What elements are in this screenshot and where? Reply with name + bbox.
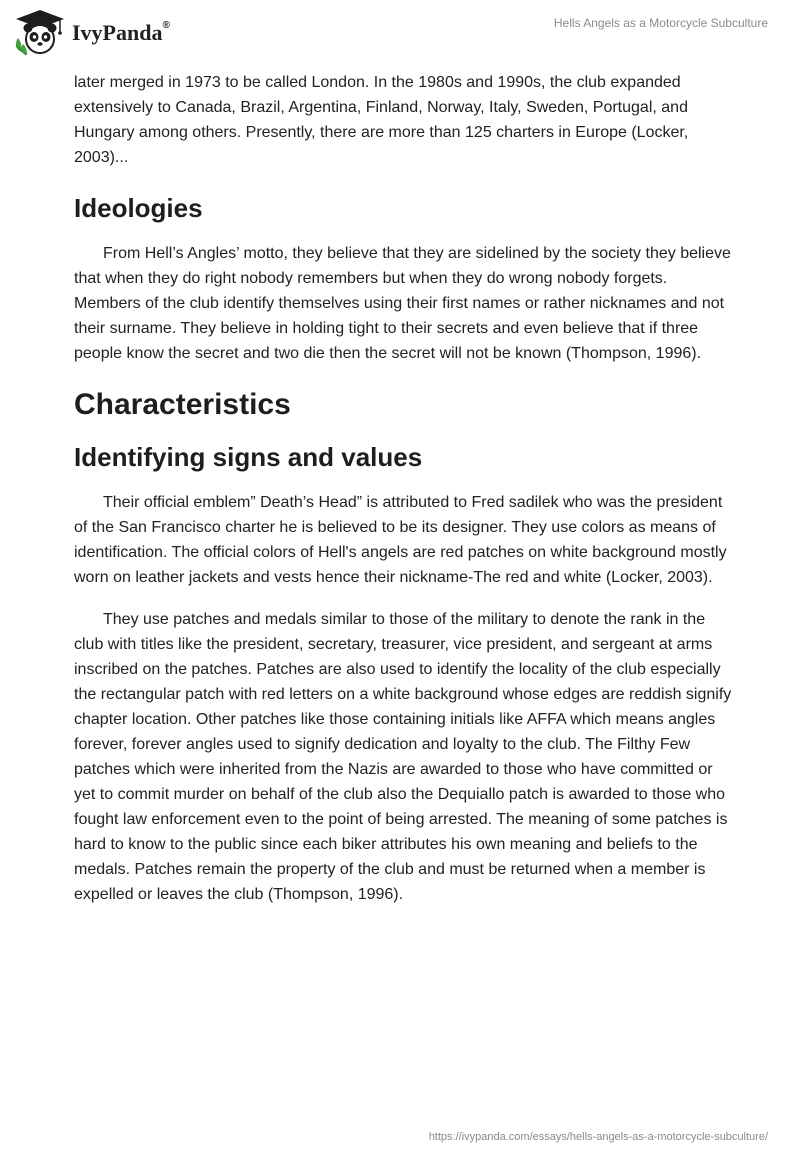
registered-mark: ®: [162, 19, 170, 31]
source-url[interactable]: https://ivypanda.com/essays/hells-angels-as-a-motorcycle-subculture/: [428, 1131, 768, 1143]
signs-heading: Identifying signs and values: [74, 442, 423, 472]
panda-graduate-icon: [14, 8, 66, 56]
characteristics-heading: Characteristics: [74, 388, 291, 421]
ivypanda-logo[interactable]: [14, 8, 170, 56]
intro-paragraph: later merged in 1973 to be called London. In the 1980s and 1990s, the club expanded extensively to Canada, Brazil, Argentina, Finland, Norway, Italy, Sweden, Portugal, and Hungary among others. Presently, there are more than 125 charters in Europe (Locker, 2003)...: [74, 74, 689, 166]
signs-paragraph-1: Their official emblem” Death’s Head” is attributed to Fred sadilek who was the president of the San Francisco charter he is believed to be its designer. They use colors as means of identification. The official colors of Hell's angels are red patches on white background mostly worn on leather jackets and vests hence their nickname-The red and white (Locker, 2003).: [74, 494, 727, 586]
signs-paragraph-2: They use patches and medals similar to those of the military to denote the rank in the club with titles like the president, secretary, treasurer, vice president, and sergeant at arms inscribed on the patches. Patches are also used to identify the locality of the club especially the rectangular patch with red letters on a white background whose edges are reddish signify chapter location. Other patches like those containing initials like AFFA which means angles forever, forever angles used to signify dedication and loyalty to the club. The Filthy Few patches which were inherited from the Nazis are awarded to those who have committed or yet to commit murder on behalf of the club also the Dequiallo patch is awarded to those who fought law enforcement even to the point of being arrested. The meaning of some patches is hard to know to the public since each biker attributes his own meaning and beliefs to the medals. Patches remain the property of the club and must be returned when a member is expelled or leaves the club (Thompson, 1996).: [74, 611, 732, 903]
page-header: [0, 0, 800, 60]
logo-wordmark: IvyPanda®: [72, 19, 170, 45]
ideologies-paragraph: From Hell’s Angles’ motto, they believe that they are sidelined by the society they believe that when they do right nobody remembers but when they do wrong nobody forgets. Members of the club identify themselves using their first names or rather nicknames and not their surname. They believe in holding tight to their secrets and even believe that if three people know the secret and two die then the secret will not be known (Thompson, 1996).: [74, 245, 731, 362]
document-title: Hells Angels as a Motorcycle Subculture: [553, 16, 768, 30]
essay-content: [74, 70, 734, 907]
ideologies-heading: Ideologies: [74, 193, 203, 223]
